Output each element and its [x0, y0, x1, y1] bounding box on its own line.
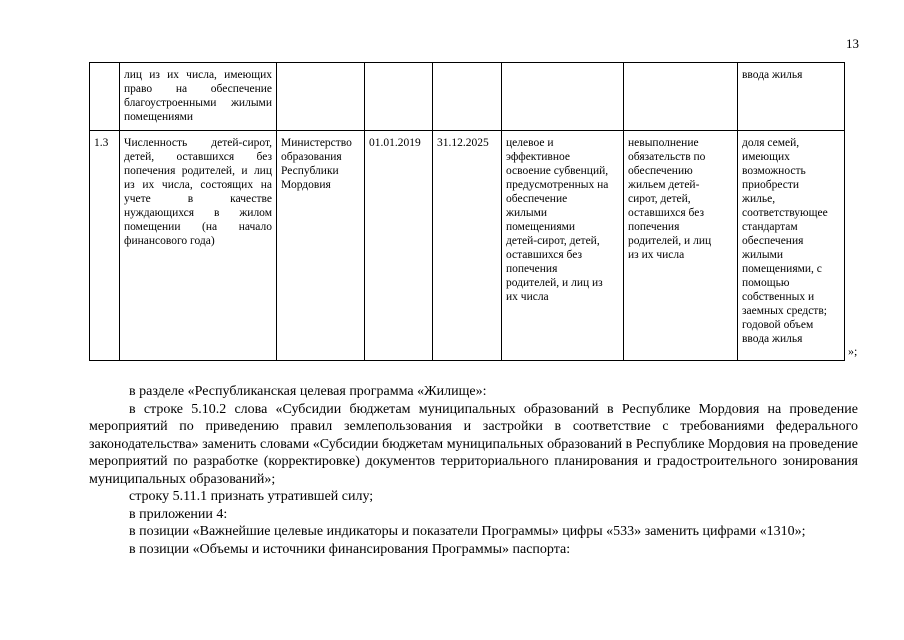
page-number: 13	[846, 36, 859, 51]
measures-table	[89, 62, 845, 361]
cell-result: целевое и эффективное освоение субвенций, предусмотренных на обеспечение жилыми помещениями детей-сирот, детей, оставшихся без попечения родителей, и лиц из их числа	[502, 131, 624, 361]
cell-end-date: 31.12.2025	[433, 131, 502, 361]
closing-quote-mark: »;	[848, 344, 858, 358]
cell-result	[502, 63, 624, 131]
paragraph: строку 5.11.1 признать утратившей силу;	[129, 489, 374, 504]
cell-consequences	[624, 63, 738, 131]
paragraph: в позиции «Важнейшие целевые индикаторы и показатели Программы» цифры «533» заменить цифрами «1310»;	[129, 524, 806, 539]
cell-end-date	[433, 63, 502, 131]
amendment-text	[89, 383, 858, 558]
cell-name: Численность детей-сирот, детей, оставшихся без попечения родителей, и лиц из их числа, состоящих на учете в качестве нуждающихся в жилом помещении (на начало финансового года)	[120, 131, 277, 361]
cell-executor: Министерство образования Республики Мордовия	[277, 131, 365, 361]
paragraph: в разделе «Республиканская целевая программа «Жилище»:	[129, 384, 487, 399]
cell-indicators: ввода жилья	[738, 63, 845, 131]
cell-executor	[277, 63, 365, 131]
paragraph: в приложении 4:	[129, 506, 228, 522]
paragraph: в строке 5.10.2 слова «Субсидии бюджетам муниципальных образований в Республике Мордовия на проведение мероприятий по приведению правил землепользования и застройки в соответствие с требованиями федерального законодательства» заменить словами «Субсидии бюджетам муниципальных образований в Республике Мордовия на проведение мероприятий по разработке (корректировке) документов территориального планирования и градостроительного зонирования муниципальных образований»;	[89, 401, 858, 487]
cell-consequences: невыполнение обязательств по обеспечению жильем детей- сирот, детей, оставшихся без попечения родителей, и лиц из их числа	[624, 131, 738, 361]
cell-start-date: 01.01.2019	[365, 131, 433, 361]
cell-indicators: доля семей, имеющих возможность приобрести жилье, соответствующее стандартам обеспечения жилыми помещениями, с помощью собственных и заемных средств; годовой объем ввода жилья	[738, 131, 845, 361]
table-row-continuation	[90, 63, 845, 131]
cell-name: лиц из их числа, имеющих право на обеспечение благоустроенными жилыми помещениями	[120, 63, 277, 131]
cell-number	[90, 63, 120, 131]
cell-start-date	[365, 63, 433, 131]
table-row-1-3	[90, 131, 845, 361]
cell-number: 1.3	[90, 131, 120, 361]
paragraph: в позиции «Объемы и источники финансирования Программы» паспорта:	[129, 541, 571, 557]
